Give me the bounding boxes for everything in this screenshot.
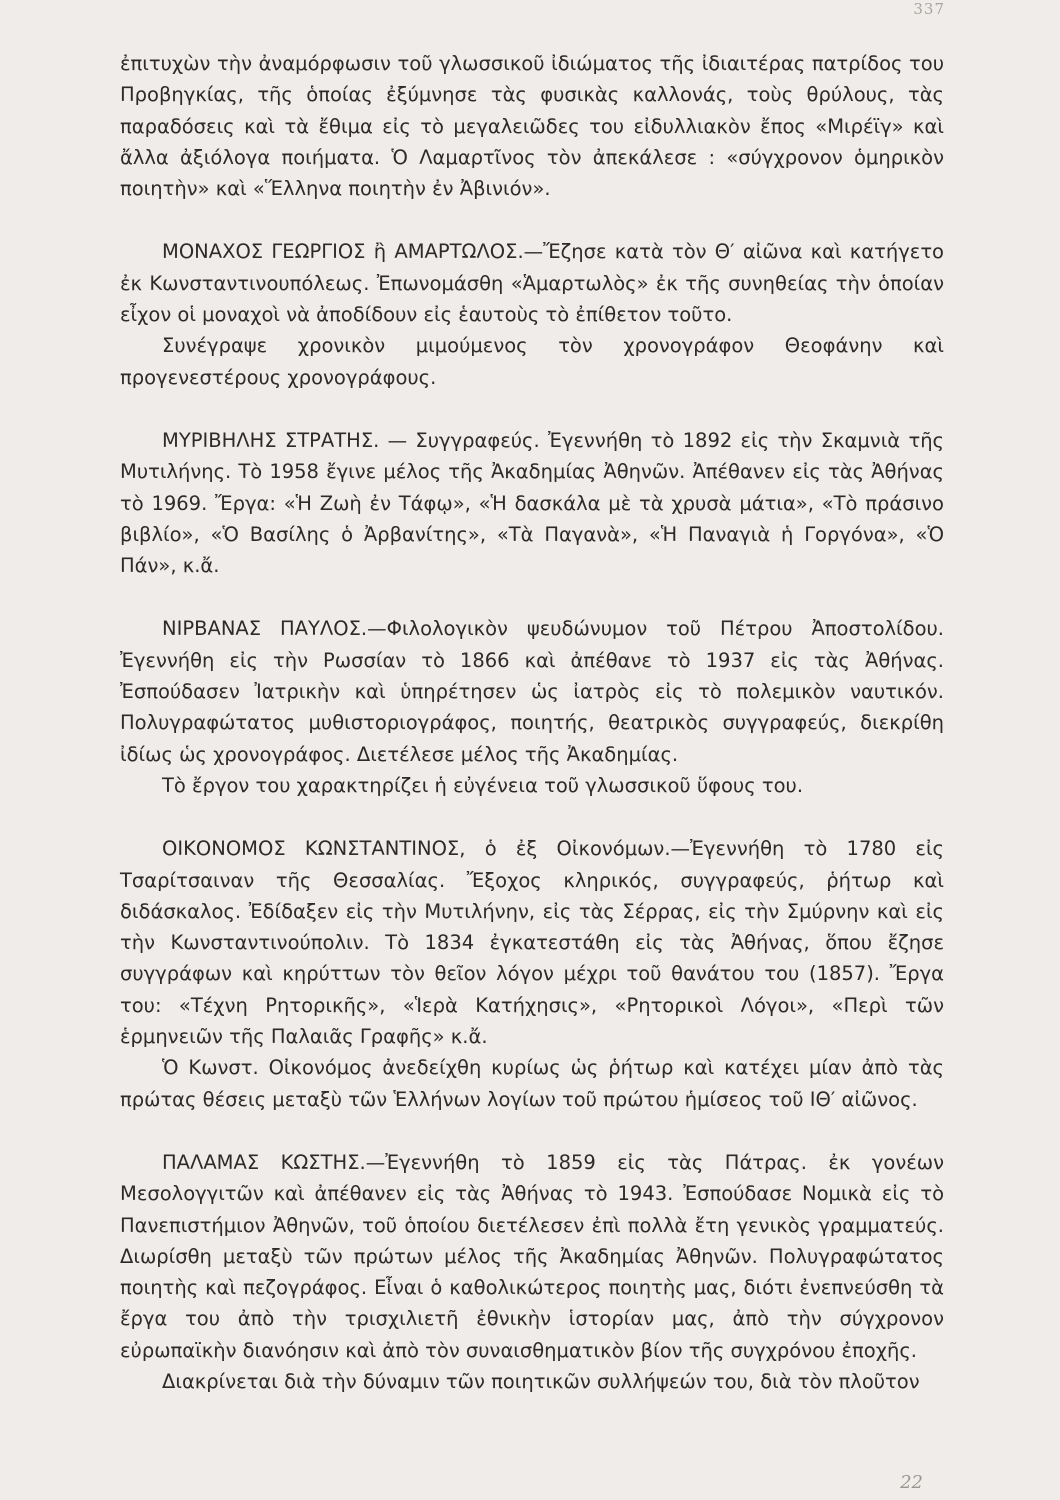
entry-paragraph: ΝΙΡΒΑΝΑΣ ΠΑΥΛΟΣ.—Φιλολογικὸν ψευδώνυμον τοῦ Πέτρου Ἀποστολίδου. Ἐγεννήθη εἰς τὴν Ρωσσίαν τὸ 1866 καὶ ἀπέθανε τὸ 1937 εἰς τὰς Ἀθήνας. Ἐσπούδασεν Ἰατρικὴν καὶ ὑπηρέτησεν ὡς ἰατρὸς εἰς τὸ πολεμικὸν ναυτικόν. Πολυγραφώτατος μυθιστοριογράφος, ποιητής, θεατρικὸς συγγραφεύς, διεκρίθη ἰδίως ὡς χρονογράφος. Διετέλεσε μέλος τῆς Ἀκαδημίας. <box>120 617 944 766</box>
entry-paragraph: Ὁ Κωνστ. Οἰκονόμος ἀνεδείχθη κυρίως ὡς ῥήτωρ καὶ κατέχει μίαν ἀπὸ τὰς πρώτας θέσεις μεταξὺ τῶν Ἑλλήνων λογίων τοῦ πρώτου ἡμίσεος τοῦ ΙΘ′ αἰῶνος. <box>120 1056 944 1111</box>
entry-paragraph: Διακρίνεται διὰ τὴν δύναμιν τῶν ποιητικῶν συλλήψεών του, διὰ τὸν πλοῦτον <box>162 1369 920 1393</box>
page-body <box>120 48 944 1397</box>
intro-paragraph: ἐπιτυχὼν τὴν ἀναμόρφωσιν τοῦ γλωσσικοῦ ἰδιώματος τῆς ἰδιαιτέρας πατρίδος του Προβηγκίας, τῆς ὁποίας ἐξύμνησε τὰς φυσικὰς καλλονάς, τοὺς θρύλους, τὰς παραδόσεις καὶ τὰ ἔθιμα εἰς τὸ μεγαλειῶδες του εἰδυλλιακὸν ἔπος «Μιρέϊγ» καὶ ἄλλα ἀξιόλογα ποιήματα. Ὁ Λαμαρτῖνος τὸν ἀπεκάλεσε : «σύγχρονον ὁμηρικὸν ποιητὴν» καὶ «Ἕλληνα ποιητὴν ἐν Ἀβινιόν». <box>120 52 944 201</box>
page-number-top: 337 <box>913 0 945 18</box>
entry-myrivilis <box>120 425 944 581</box>
entry-paragraph: ΜΟΝΑΧΟΣ ΓΕΩΡΓΙΟΣ ἢ ΑΜΑΡΤΩΛΟΣ.—Ἔζησε κατὰ τὸν Θ′ αἰῶνα καὶ κατήγετο ἐκ Κωνσταντινουπόλεως. Ἐπωνομάσθη «Ἁμαρτωλὸς» ἐκ τῆς συνηθείας τὴν ὁποίαν εἶχον οἱ μοναχοὶ νὰ ἀποδίδουν εἰς ἑαυτοὺς τὸ ἐπίθετον τοῦτο. <box>120 240 944 327</box>
entry-nirvanas <box>120 613 944 801</box>
entry-monachos <box>120 236 944 392</box>
entry-palamas <box>120 1147 944 1397</box>
entry-paragraph: ΠΑΛΑΜΑΣ ΚΩΣΤΗΣ.—Ἐγεννήθη τὸ 1859 εἰς τὰς Πάτρας. ἐκ γονέων Μεσολογγιτῶν καὶ ἀπέθανεν εἰς τὰς Ἀθήνας τὸ 1943. Ἐσπούδασε Νομικὰ εἰς τὸ Πανεπιστήμιον Ἀθηνῶν, τοῦ ὁποίου διετέλεσεν ἐπὶ πολλὰ ἔτη γενικὸς γραμματεύς. Διωρίσθη μεταξὺ τῶν πρώτων μέλος τῆς Ἀκαδημίας Ἀθηνῶν. Πολυγραφώτατος ποιητὴς καὶ πεζογράφος. Εἶναι ὁ καθολικώτερος ποιητὴς μας, διότι ἐνεπνεύσθη τὰ ἔργα του ἀπὸ τὴν τρισχιλιετῆ ἐθνικὴν ἱστορίαν μας, ἀπὸ τὴν σύγχρονον εὐρωπαϊκὴν διανόησιν καὶ ἀπὸ τὸν συναισθηματικὸν βίον τῆς συγχρόνου ἐποχῆς. <box>120 1150 944 1362</box>
entry-oikonomos <box>120 833 944 1115</box>
page-number-bottom: 22 <box>900 1472 923 1493</box>
entry-paragraph: ΟΙΚΟΝΟΜΟΣ ΚΩΝΣΤΑΝΤΙΝΟΣ, ὁ ἐξ Οἰκονόμων.—Ἐγεννήθη τὸ 1780 εἰς Τσαρίτσαιναν τῆς Θεσσαλίας. Ἔξοχος κληρικός, συγγραφεύς, ῥήτωρ καὶ διδάσκαλος. Ἐδίδαξεν εἰς τὴν Μυτιλήνην, εἰς τὰς Σέρρας, εἰς τὴν Σμύρνην καὶ εἰς τὴν Κωνσταντινούπολιν. Τὸ 1834 ἐγκατεστάθη εἰς τὰς Ἀθήνας, ὅπου ἔζησε συγγράφων καὶ κηρύττων τὸν θεῖον λόγον μέχρι τοῦ θανάτου του (1857). Ἔργα του: «Τέχνη Ρητορικῆς», «Ἱερὰ Κατήχησις», «Ρητορικοὶ Λόγοι», «Περὶ τῶν ἑρμηνειῶν τῆς Παλαιᾶς Γραφῆς» κ.ἄ. <box>120 837 944 1049</box>
entry-paragraph: Τὸ ἔργον του χαρακτηρίζει ἡ εὐγένεια τοῦ γλωσσικοῦ ὕφους του. <box>162 773 804 797</box>
entry-paragraph: ΜΥΡΙΒΗΛΗΣ ΣΤΡΑΤΗΣ. — Συγγραφεύς. Ἐγεννήθη τὸ 1892 εἰς τὴν Σκαμνιὰ τῆς Μυτιλήνης. Τὸ 1958 ἔγινε μέλος τῆς Ἀκαδημίας Ἀθηνῶν. Ἀπέθανεν εἰς τὰς Ἀθήνας τὸ 1969. Ἔργα: «Ἡ Ζωὴ ἐν Τάφῳ», «Ἡ δασκάλα μὲ τὰ χρυσὰ μάτια», «Τὸ πράσινο βιβλίο», «Ὁ Βασίλης ὁ Ἀρβανίτης», «Τὰ Παγανὰ», «Ἡ Παναγιὰ ἡ Γοργόνα», «Ὁ Πάν», κ.ἄ. <box>120 428 944 578</box>
entry-paragraph: Συνέγραψε χρονικὸν μιμούμενος τὸν χρονογράφον Θεοφάνην καὶ προγενεστέρους χρονογράφους. <box>120 334 944 389</box>
